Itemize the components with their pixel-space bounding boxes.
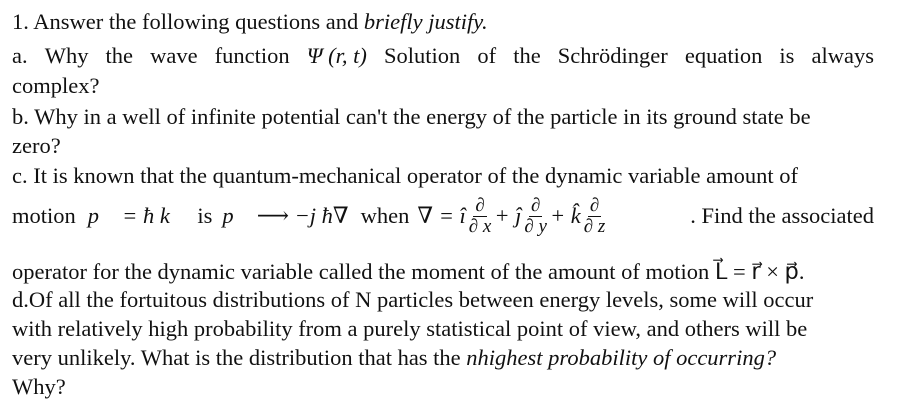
partial-z-denominator: ∂ z (583, 215, 606, 237)
part-a-word: function (214, 43, 290, 68)
part-c-equation-line (12, 196, 874, 236)
question-heading (12, 8, 874, 36)
partial-y-fraction (522, 196, 549, 237)
partial-z-fraction (582, 196, 608, 237)
part-a-word: always (811, 43, 874, 68)
part-a-word: Schrödinger (557, 43, 668, 68)
part-a-word: equation (684, 43, 763, 68)
part-c-line3: operator for the dynamic variable called the moment of the amount of motion L⃗ = r⃗ × p⃗. (12, 259, 805, 284)
plus-j-term: + ĵ (494, 203, 522, 228)
partial-x-numerator: ∂ (475, 194, 485, 216)
part-d-line4: Why? (12, 374, 66, 399)
heading-text: 1. Answer the following questions and (12, 9, 364, 34)
plus-k-term: + k̂ (550, 203, 581, 228)
part-a-line1 (12, 42, 874, 70)
when-word: when (360, 203, 410, 228)
partial-x-fraction (467, 196, 494, 237)
part-a-word: Why (44, 43, 89, 68)
partial-x-denominator: ∂ x (468, 215, 492, 237)
part-a-word: is (779, 43, 795, 68)
part-a-word: wave (150, 43, 198, 68)
part-b-line1: b. Why in a well of infinite potential can't the energy of the particle in its ground state be (12, 104, 811, 129)
part-d-line2: with relatively high probability from a purely statistical point of view, and others will be (12, 316, 808, 341)
find-associated-text: . Find the associated (690, 203, 874, 228)
part-a-word: the (105, 43, 134, 68)
part-a-word: a. (12, 43, 28, 68)
part-d-line1: d.Of all the fortuitous distributions of N particles between energy levels, some will occur (12, 287, 814, 312)
is-word: is (197, 203, 213, 228)
part-d-line3-plain: very unlikely. What is the distribution that has the (12, 345, 467, 370)
part-d-line3-emphasis: nhighest probability of occurring? (466, 345, 777, 370)
part-b-line2: zero? (12, 133, 61, 158)
motion-word: motion (12, 203, 76, 228)
partial-z-numerator: ∂ (589, 194, 600, 216)
partial-y-denominator: ∂ y (524, 215, 547, 237)
part-a-word: of (477, 43, 497, 68)
part-a-word: the (513, 43, 541, 68)
momentum-operator: p⃗ ⟶ −j ħ∇ (222, 203, 349, 228)
momentum-equation: p⃗ = ħ k⃗ (87, 203, 188, 228)
partial-y-numerator: ∂ (531, 194, 541, 216)
part-d-line3 (12, 344, 874, 372)
part-a-line2: complex? (12, 73, 100, 98)
part-a-word: Solution (384, 43, 461, 68)
part-a-word: Ψ (r, t) (306, 43, 367, 68)
nabla-definition: ∇ = î (417, 203, 466, 228)
part-c-line1: c. It is known that the quantum-mechanical operator of the dynamic variable amount of (12, 163, 798, 188)
heading-emphasis: briefly justify. (363, 9, 488, 34)
